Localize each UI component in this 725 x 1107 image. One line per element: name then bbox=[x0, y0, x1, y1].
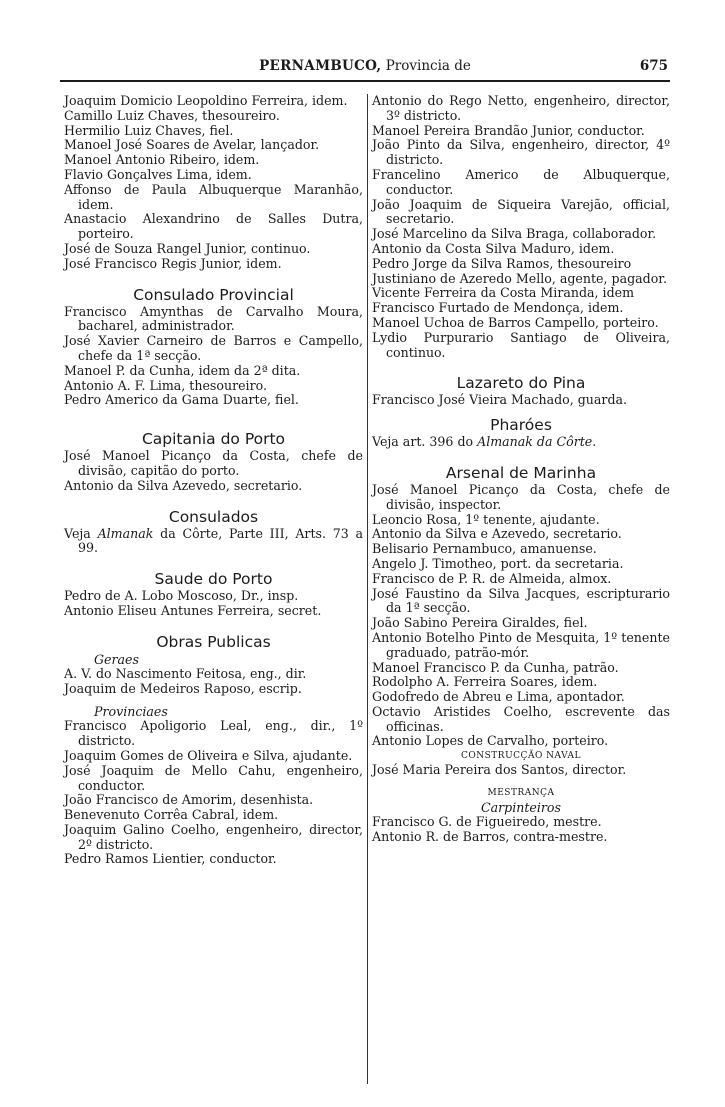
list-item: José Manoel Picanço da Costa, chefe de divisão, capitão do porto. bbox=[64, 448, 363, 478]
list-item: Antonio do Rego Netto, engenheiro, director, 3º districto. bbox=[372, 93, 670, 123]
ref-text: da Côrte, Parte III, Arts. 73 a 99. bbox=[78, 525, 363, 556]
list-item: Manoel Uchoa de Barros Campello, porteiro. bbox=[372, 314, 659, 330]
list-item: Francisco Amynthas de Carvalho Moura, bacharel, administrador. bbox=[64, 303, 363, 334]
list-item: José Xavier Carneiro de Barros e Campello, chefe da 1ª secção. bbox=[64, 333, 363, 363]
list-item: Hermilio Luiz Chaves, fiel. bbox=[64, 122, 234, 138]
section-heading-arsenal-de-marinha: Arsenal de Marinha bbox=[445, 463, 597, 482]
list-item: Manoel José Soares de Avelar, lançador. bbox=[64, 137, 320, 153]
list-item: Camillo Luiz Chaves, thesoureiro. bbox=[64, 107, 280, 123]
list-item: A. V. do Nascimento Feitosa, eng., dir. bbox=[64, 665, 307, 681]
list-item: João Joaquim de Siqueira Varejão, official, secretario. bbox=[372, 196, 670, 227]
subheading-carpinteiros: Carpinteiros bbox=[481, 800, 561, 816]
list-item: Justiniano de Azeredo Mello, agente, pagador. bbox=[372, 270, 667, 286]
column-divider bbox=[367, 94, 368, 1084]
list-item: Antonio Eliseu Antunes Ferreira, secret. bbox=[64, 602, 322, 618]
capitania-list bbox=[64, 449, 363, 493]
list-item: Joaquim de Medeiros Raposo, escrip. bbox=[64, 680, 302, 696]
list-item: Pedro de A. Lobo Moscoso, Dr., insp. bbox=[64, 588, 299, 604]
ref-almanak: Almanak bbox=[97, 525, 154, 541]
list-item: José Marcelino da Silva Braga, collaborador. bbox=[372, 226, 657, 242]
list-item: Flavio Gonçalves Lima, idem. bbox=[64, 166, 252, 182]
list-item: José Francisco Regis Junior, idem. bbox=[64, 255, 282, 271]
geraes-list bbox=[64, 667, 363, 697]
list-item: João Pinto da Silva, engenheiro, director, 4º districto. bbox=[372, 137, 670, 168]
list-item: Francisco G. de Figueiredo, mestre. bbox=[372, 814, 602, 830]
tesouraria-list bbox=[64, 94, 363, 272]
list-item: Lydio Purpurario Santiago de Oliveira, continuo. bbox=[372, 329, 670, 360]
list-item: Antonio da Costa Silva Maduro, idem. bbox=[372, 240, 615, 256]
consulados-reference bbox=[64, 527, 363, 557]
list-item: Anastacio Alexandrino de Salles Dutra, porteiro. bbox=[64, 211, 363, 242]
title-suffix: Provincia de bbox=[381, 58, 471, 74]
list-item: José Faustino da Silva Jacques, escripturario da 1ª secção. bbox=[372, 585, 670, 616]
list-item: Manoel Francisco P. da Cunha, patrão. bbox=[372, 659, 619, 675]
list-item: Francelino Americo de Albuquerque, conductor. bbox=[372, 166, 670, 197]
list-item: Manoel P. da Cunha, idem da 2ª dita. bbox=[64, 362, 301, 378]
section-heading-consulados: Consulados bbox=[168, 507, 259, 526]
list-item: Belisario Pernambuco, amanuense. bbox=[372, 541, 597, 557]
list-item: Rodolpho A. Ferreira Soares, idem. bbox=[372, 674, 598, 690]
list-item: Francisco José Vieira Machado, guarda. bbox=[372, 392, 628, 408]
list-item: Pedro Americo da Gama Duarte, fiel. bbox=[64, 392, 299, 408]
list-item: Antonio R. de Barros, contra-mestre. bbox=[372, 828, 608, 844]
list-item: José Manoel Picanço da Costa, chefe de divisão, inspector. bbox=[372, 481, 670, 512]
subheading-geraes: Geraes bbox=[94, 651, 139, 667]
list-item: Antonio da Silva Azevedo, secretario. bbox=[64, 477, 303, 493]
consulado-list bbox=[64, 305, 363, 409]
list-item: Joaquim Gomes de Oliveira e Silva, ajudante. bbox=[64, 747, 353, 763]
list-item: José de Souza Rangel Junior, continuo. bbox=[64, 240, 311, 256]
page-number: 675 bbox=[639, 58, 668, 74]
list-item: Octavio Aristides Coelho, escrevente das officinas. bbox=[372, 703, 670, 734]
list-item: Manoel Pereira Brandão Junior, conductor. bbox=[372, 122, 645, 138]
carpinteiros-list bbox=[372, 815, 670, 845]
list-item: João Sabino Pereira Giraldes, fiel. bbox=[372, 615, 588, 631]
list-item: Francisco Furtado de Mendonça, idem. bbox=[372, 300, 624, 316]
section-heading-capitania-do-porto: Capitania do Porto bbox=[141, 430, 286, 449]
list-item: Pedro Ramos Lientier, conductor. bbox=[64, 851, 277, 867]
subheading-provinciaes: Provinciaes bbox=[94, 704, 168, 720]
list-item: Leoncio Rosa, 1º tenente, ajudante. bbox=[372, 511, 600, 527]
list-item: Angelo J. Timotheo, port. da secretaria. bbox=[372, 555, 624, 571]
list-item: José Joaquim de Mello Cahu, engenheiro, conductor. bbox=[64, 762, 363, 793]
list-item: Manoel Antonio Ribeiro, idem. bbox=[64, 152, 260, 168]
list-item: Joaquim Domicio Leopoldino Ferreira, idem. bbox=[64, 93, 348, 108]
section-heading-consulado-provincial: Consulado Provincial bbox=[133, 285, 294, 304]
left-column bbox=[64, 94, 363, 867]
page-header bbox=[60, 58, 670, 78]
section-heading-pharoes: Pharóes bbox=[490, 416, 552, 435]
ref-veja: Veja art. 396 do bbox=[372, 434, 478, 450]
list-item: Francisco Apoligorio Leal, eng., dir., 1º districto. bbox=[64, 718, 363, 749]
section-heading-saude-do-porto: Saude do Porto bbox=[154, 570, 273, 589]
list-item: Antonio Lopes de Carvalho, porteiro. bbox=[372, 733, 609, 749]
subheading-mestranca: MESTRANÇA bbox=[487, 788, 555, 799]
list-item: José Maria Pereira dos Santos, director. bbox=[372, 762, 627, 778]
title-province: PERNAMBUCO, bbox=[259, 58, 382, 74]
section-heading-lazareto-do-pina: Lazareto do Pina bbox=[456, 374, 586, 393]
list-item: João Francisco de Amorim, desenhista. bbox=[64, 792, 314, 808]
saude-list bbox=[64, 589, 363, 619]
section-heading-obras-publicas: Obras Publicas bbox=[156, 632, 271, 651]
list-item: Joaquim Galino Coelho, engenheiro, director, 2º districto. bbox=[64, 821, 363, 852]
arsenal-list bbox=[372, 483, 670, 749]
ref-veja: Veja bbox=[64, 525, 98, 541]
provinciaes-list bbox=[64, 719, 363, 867]
obras-continued-list bbox=[372, 94, 670, 360]
header-rule bbox=[60, 80, 670, 82]
list-item: Affonso de Paula Albuquerque Maranhão, idem. bbox=[64, 181, 363, 212]
list-item: Pedro Jorge da Silva Ramos, thesoureiro bbox=[372, 255, 632, 271]
list-item: Benevenuto Corrêa Cabral, idem. bbox=[64, 807, 279, 823]
pharoes-reference bbox=[372, 435, 670, 450]
list-item: Antonio A. F. Lima, thesoureiro. bbox=[64, 377, 267, 393]
list-item: Antonio da Silva e Azevedo, secretario. bbox=[372, 526, 622, 542]
list-item: Francisco de P. R. de Almeida, almox. bbox=[372, 570, 612, 586]
right-column bbox=[372, 94, 670, 845]
list-item: Vicente Ferreira da Costa Miranda, idem bbox=[372, 285, 635, 301]
ref-almanak: Almanak da Côrte. bbox=[477, 434, 597, 450]
page-title bbox=[60, 58, 670, 74]
subheading-construccao-naval: CONSTRUCÇÃO NAVAL bbox=[461, 751, 581, 762]
list-item: Godofredo de Abreu e Lima, apontador. bbox=[372, 689, 625, 705]
list-item: Antonio Botelho Pinto de Mesquita, 1º tenente graduado, patrão-mór. bbox=[372, 629, 670, 660]
